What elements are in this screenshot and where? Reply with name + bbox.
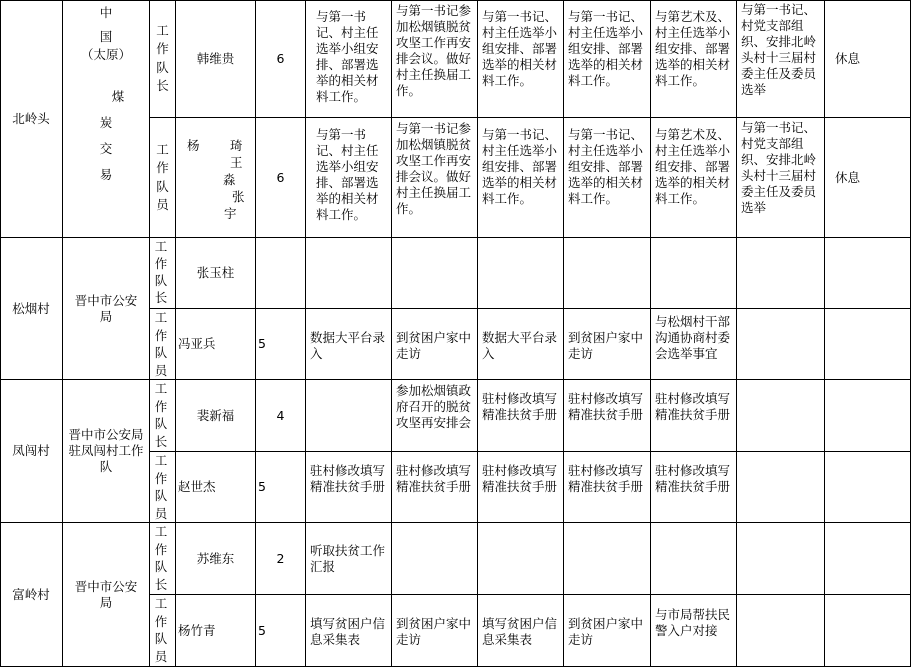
village-cell-fuling: 富岭村	[0, 523, 63, 667]
task-cell: 与第一书记、村主任选举小组安排、部署选举的相关材料工作。	[478, 0, 564, 118]
task-cell: 与第艺术及、村主任选举小组安排、部署选举的相关材料工作。	[651, 0, 737, 118]
role-cell-member	[150, 595, 176, 667]
rest-cell: 休息	[825, 118, 911, 238]
task-cell	[737, 523, 825, 595]
task-cell	[651, 238, 737, 309]
task-cell	[564, 523, 651, 595]
role-char: 员	[156, 197, 169, 212]
role-char: 员	[154, 362, 168, 378]
rest-cell	[825, 523, 911, 595]
task-cell	[651, 523, 737, 595]
name-cell: 张玉柱	[176, 238, 256, 309]
task-cell: 与第一书记、村主任选举小组安排、部署选举的相关材料工作。	[306, 0, 392, 118]
unit-char: 炭	[99, 115, 113, 130]
role-char: 队	[156, 178, 169, 194]
role-char: 工	[154, 453, 168, 468]
task-cell: 与第一书记、村主任选举小组安排、部署选举的相关材料工作。	[478, 118, 564, 238]
member-name-char: 琦	[230, 138, 243, 153]
role-cell-leader	[150, 238, 176, 309]
rest-cell	[825, 380, 911, 452]
days-cell: 5	[256, 452, 306, 523]
role-cell-member	[150, 118, 176, 238]
rest-cell	[825, 238, 911, 309]
task-cell: 与市局帮扶民警入户对接	[651, 595, 737, 667]
task-cell	[737, 380, 825, 452]
days-cell	[256, 238, 306, 309]
name-cell: 韩维贵	[176, 0, 256, 118]
role-cell-member	[150, 309, 176, 380]
task-cell: 驻村修改填写精准扶贫手册	[478, 380, 564, 452]
name-cell: 冯亚兵	[176, 309, 256, 380]
role-cell-leader	[150, 380, 176, 452]
role-char: 队	[156, 59, 169, 75]
unit-char: （太原）	[80, 47, 131, 62]
task-cell: 驻村修改填写精准扶贫手册	[478, 452, 564, 523]
task-cell: 与第一书记参加松烟镇脱贫攻坚工作再安排会议。做好村主任换届工作。	[392, 0, 478, 118]
role-char: 作	[156, 160, 169, 175]
task-cell: 与第一书记、村主任选举小组安排、部署选举的相关材料工作。	[564, 118, 651, 238]
role-char: 工	[154, 310, 168, 325]
member-name-char: 王	[230, 155, 243, 170]
role-char: 作	[154, 398, 168, 414]
task-cell: 到贫困户家中走访	[564, 309, 651, 380]
task-cell: 与第艺术及、村主任选举小组安排、部署选举的相关材料工作。	[651, 118, 737, 238]
name-cell: 赵世杰	[176, 452, 256, 523]
task-cell: 与第一书记、村党支部组织、安排北岭头村十三届村委主任及委员选举	[737, 118, 825, 238]
task-cell: 到贫困户家中走访	[392, 309, 478, 380]
name-cell: 苏维东	[176, 523, 256, 595]
task-cell: 数据大平台录入	[306, 309, 392, 380]
task-cell: 驻村修改填写精准扶贫手册	[564, 380, 651, 452]
role-char: 工	[154, 381, 168, 396]
task-cell: 与第一书记、村党支部组织、安排北岭头村十三届村委主任及委员选举	[737, 0, 825, 118]
role-cell-leader	[150, 523, 176, 595]
unit-cell-fengchuang: 晋中市公安局驻凤闯村工作队	[63, 380, 150, 523]
task-cell: 与第一书记、村主任选举小组安排、部署选举的相关材料工作。	[564, 0, 651, 118]
rest-cell	[825, 309, 911, 380]
task-cell	[478, 523, 564, 595]
task-cell: 驻村修改填写精准扶贫手册	[651, 452, 737, 523]
rest-cell	[825, 452, 911, 523]
task-cell	[737, 309, 825, 380]
task-cell	[737, 452, 825, 523]
role-cell-leader	[150, 0, 176, 118]
task-cell: 到贫困户家中走访	[564, 595, 651, 667]
name-cell-group	[176, 118, 256, 238]
rest-cell	[825, 595, 911, 667]
task-cell: 数据大平台录入	[478, 309, 564, 380]
role-char: 作	[154, 256, 168, 271]
task-cell: 驻村修改填写精准扶贫手册	[651, 380, 737, 452]
days-cell: 6	[256, 0, 306, 118]
role-char: 工	[156, 141, 169, 157]
role-char: 队	[154, 416, 168, 431]
role-char: 长	[154, 576, 168, 592]
unit-cell-beilingtou	[63, 0, 150, 238]
days-cell: 5	[256, 595, 306, 667]
village-cell-fengchuang: 凤闯村	[0, 380, 63, 523]
name-cell: 裴新福	[176, 380, 256, 452]
task-cell	[564, 238, 651, 309]
role-char: 队	[154, 631, 168, 646]
role-char: 工	[154, 524, 168, 539]
unit-char: 国	[99, 29, 113, 44]
name-cell: 杨竹青	[176, 595, 256, 667]
role-char: 作	[154, 327, 168, 343]
role-char: 工	[154, 239, 168, 254]
days-cell: 2	[256, 523, 306, 595]
role-char: 长	[156, 78, 169, 93]
role-char: 工	[156, 22, 169, 38]
rest-cell: 休息	[825, 0, 911, 118]
unit-cell-fuling: 晋中市公安局	[63, 523, 150, 667]
task-cell: 听取扶贫工作汇报	[306, 523, 392, 595]
unit-cell-songyan: 晋中市公安局	[63, 238, 150, 380]
task-cell: 驻村修改填写精准扶贫手册	[564, 452, 651, 523]
village-cell-beilingtou: 北岭头	[0, 0, 63, 238]
task-cell: 与松烟村干部沟通协商村委会选举事宜	[651, 309, 737, 380]
task-cell: 填写贫困户信息采集表	[306, 595, 392, 667]
task-cell: 填写贫困户信息采集表	[478, 595, 564, 667]
role-char: 队	[154, 273, 168, 288]
task-cell	[392, 523, 478, 595]
task-cell: 与第一书记参加松烟镇脱贫攻坚工作再安排会议。做好村主任换届工作。	[392, 118, 478, 238]
task-cell	[737, 238, 825, 309]
role-char: 作	[154, 470, 168, 486]
village-cell-songyan: 松烟村	[0, 238, 63, 380]
task-cell	[306, 238, 392, 309]
unit-char: 中	[99, 5, 113, 20]
role-char: 员	[154, 505, 168, 521]
task-cell	[737, 595, 825, 667]
task-cell: 驻村修改填写精准扶贫手册	[392, 452, 478, 523]
task-cell: 与第一书记、村主任选举小组安排、部署选举的相关材料工作。	[306, 118, 392, 238]
unit-char: 易	[99, 167, 113, 182]
role-char: 队	[154, 559, 168, 574]
task-cell	[392, 238, 478, 309]
unit-char: 交	[99, 141, 113, 156]
days-cell: 5	[256, 309, 306, 380]
role-char: 作	[154, 541, 168, 557]
member-name-char: 杨	[187, 138, 200, 153]
member-name-char: 张	[232, 189, 245, 204]
role-char: 作	[156, 41, 169, 56]
task-cell: 到贫困户家中走访	[392, 595, 478, 667]
days-cell: 4	[256, 380, 306, 452]
role-char: 员	[154, 648, 168, 664]
member-name-char: 宇	[224, 206, 237, 221]
task-cell	[306, 380, 392, 452]
role-char: 长	[154, 433, 168, 449]
role-char: 作	[154, 613, 168, 629]
role-char: 队	[154, 488, 168, 503]
role-char: 长	[154, 290, 168, 305]
unit-char: 煤	[111, 89, 125, 104]
role-char: 队	[154, 345, 168, 360]
task-cell: 参加松烟镇政府召开的脱贫攻坚再安排会	[392, 380, 478, 452]
role-cell-member	[150, 452, 176, 523]
member-name-char: 淼	[223, 172, 236, 187]
days-cell: 6	[256, 118, 306, 238]
task-cell	[478, 238, 564, 309]
task-cell: 驻村修改填写精准扶贫手册	[306, 452, 392, 523]
role-char: 工	[154, 596, 168, 611]
